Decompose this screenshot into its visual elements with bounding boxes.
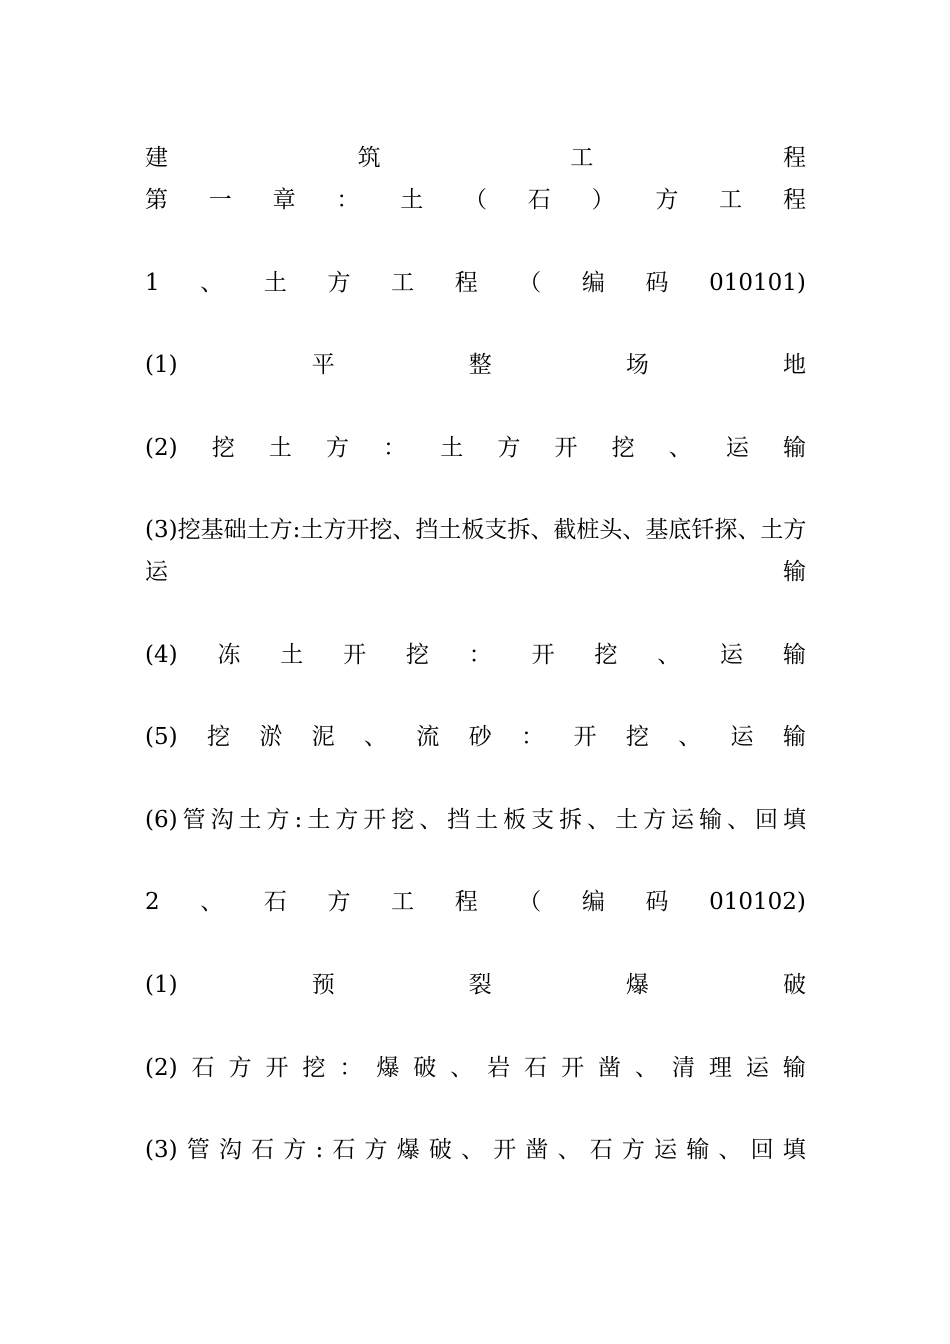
s1-item6-glyph: 挖	[391, 807, 415, 833]
s2-item3-glyph: 爆	[396, 1137, 420, 1163]
s2-item2-glyph: 破	[413, 1055, 437, 1081]
s1-item4-glyph: ：	[468, 642, 492, 668]
s1-item6-glyph: :	[294, 807, 303, 833]
s1-item5-glyph: (5)	[145, 724, 178, 750]
chapter-glyph: 程	[782, 187, 806, 213]
section-1-item-6	[145, 805, 806, 835]
s2-heading-glyph: 010102)	[709, 889, 806, 915]
title-glyph: 工	[570, 145, 594, 171]
s1-item6-glyph: 、	[419, 807, 443, 833]
s1-item5-glyph: 、	[678, 724, 702, 750]
document-title	[145, 143, 806, 173]
section-2-item-2	[145, 1053, 806, 1083]
s2-item3-glyph: (3)	[145, 1137, 178, 1163]
s1-item1-glyph: 整	[468, 352, 492, 378]
s1-item3-glyph: 输	[783, 559, 806, 585]
chapter-glyph: 章	[272, 187, 296, 213]
s1-item4-glyph: 开	[343, 642, 367, 668]
section-1-item-1	[145, 350, 806, 380]
s2-item3-glyph: 输	[686, 1137, 710, 1163]
s2-item3-glyph: 沟	[218, 1137, 242, 1163]
s2-item3-glyph: 运	[654, 1137, 678, 1163]
s1-item6-glyph: 方	[335, 807, 359, 833]
s2-heading-glyph: 程	[454, 889, 478, 915]
s1-item6-glyph: 拆	[559, 807, 583, 833]
s1-item6-glyph: 方	[643, 807, 667, 833]
s2-item2-glyph: 石	[524, 1055, 548, 1081]
s2-item1-glyph: 预	[311, 972, 335, 998]
s1-item1-glyph: (1)	[145, 352, 178, 378]
s1-item6-glyph: 土	[475, 807, 499, 833]
s1-item5-glyph: ：	[521, 724, 545, 750]
s2-item2-glyph: (2)	[145, 1055, 178, 1081]
s2-item2-glyph: 清	[671, 1055, 695, 1081]
s1-item6-glyph: 填	[782, 807, 806, 833]
chapter-glyph: ）	[591, 187, 615, 213]
s1-heading-glyph: 编	[581, 270, 605, 296]
chapter-glyph: 土	[400, 187, 424, 213]
s1-item4-glyph: 运	[720, 642, 744, 668]
s2-heading-glyph: 石	[263, 889, 287, 915]
s1-item1-glyph: 平	[311, 352, 335, 378]
s2-item1-glyph: (1)	[145, 972, 178, 998]
s1-item4-glyph: 输	[782, 642, 806, 668]
s2-item3-glyph: 管	[186, 1137, 210, 1163]
s2-item1-glyph: 爆	[625, 972, 649, 998]
s2-item2-glyph: 开	[561, 1055, 585, 1081]
s1-heading-glyph: （	[518, 270, 542, 296]
chapter-glyph: 石	[527, 187, 551, 213]
s1-item6-glyph: 输	[699, 807, 723, 833]
s1-item2-glyph: 方	[325, 435, 349, 461]
s2-item3-glyph: 破	[428, 1137, 452, 1163]
chapter-glyph: （	[463, 187, 487, 213]
chapter-glyph: 一	[208, 187, 232, 213]
s1-item5-glyph: 开	[573, 724, 597, 750]
s1-item4-glyph: (4)	[145, 642, 178, 668]
s1-item6-glyph: 支	[531, 807, 555, 833]
chapter-glyph: ：	[336, 187, 360, 213]
s1-item6-glyph: 方	[266, 807, 290, 833]
s1-item4-glyph: 挖	[594, 642, 618, 668]
s1-item6-glyph: 运	[671, 807, 695, 833]
s1-item6-glyph: 沟	[210, 807, 234, 833]
s1-item6-glyph: 、	[587, 807, 611, 833]
section-2-heading	[145, 887, 806, 917]
title-glyph: 建	[145, 145, 168, 171]
s2-heading-glyph: （	[518, 889, 542, 915]
s1-item4-glyph: 冻	[217, 642, 241, 668]
s1-item6-glyph: 土	[307, 807, 331, 833]
s1-heading-glyph: 程	[454, 270, 478, 296]
s2-item3-glyph: 填	[782, 1137, 806, 1163]
section-2-item-3	[145, 1135, 806, 1165]
s2-item3-glyph: 开	[493, 1137, 517, 1163]
s1-heading-glyph: 方	[327, 270, 351, 296]
s2-item2-glyph: 、	[450, 1055, 474, 1081]
s1-item2-glyph: ：	[383, 435, 407, 461]
s2-item3-glyph: 方	[364, 1137, 388, 1163]
s1-item6-glyph: 、	[727, 807, 751, 833]
chapter-glyph: 第	[145, 187, 168, 213]
s1-item3-glyph: 运	[145, 559, 168, 585]
s1-item4-glyph: 开	[531, 642, 555, 668]
chapter-glyph: 工	[719, 187, 743, 213]
s1-item1-glyph: 场	[625, 352, 649, 378]
s2-item1-glyph: 裂	[468, 972, 492, 998]
s2-item2-glyph: 开	[265, 1055, 289, 1081]
s1-item6-glyph: 土	[238, 807, 262, 833]
section-1-item-3-line-1: (3)挖基础土方:土方开挖、挡土板支拆、截桩头、基底钎探、土方	[145, 517, 807, 543]
s2-item3-glyph: 石	[332, 1137, 356, 1163]
s1-heading-glyph: 1	[145, 270, 160, 296]
s2-item2-glyph: 凿	[598, 1055, 622, 1081]
s1-item2-glyph: 土	[440, 435, 464, 461]
chapter-glyph: 方	[655, 187, 679, 213]
s1-item6-glyph: 回	[755, 807, 778, 833]
s2-heading-glyph: 2	[145, 889, 160, 915]
s2-item2-glyph: 挖	[302, 1055, 326, 1081]
title-glyph: 筑	[357, 145, 381, 171]
s2-item3-glyph: 方	[283, 1137, 307, 1163]
s1-item5-glyph: 淤	[259, 724, 283, 750]
s1-item6-glyph: 板	[503, 807, 527, 833]
s2-item2-glyph: 、	[634, 1055, 658, 1081]
s1-item5-glyph: 挖	[206, 724, 230, 750]
s1-item2-glyph: 开	[554, 435, 578, 461]
s1-item5-glyph: 运	[730, 724, 754, 750]
s1-item6-glyph: 土	[615, 807, 639, 833]
s2-item3-glyph: 方	[621, 1137, 645, 1163]
s1-item2-glyph: 、	[668, 435, 692, 461]
title-glyph: 程	[782, 145, 806, 171]
s2-item3-glyph: 凿	[525, 1137, 549, 1163]
s2-heading-glyph: 、	[200, 889, 224, 915]
s1-heading-glyph: 工	[391, 270, 415, 296]
chapter-heading	[145, 185, 806, 215]
s2-item2-glyph: 运	[745, 1055, 769, 1081]
s1-item5-glyph: 泥	[311, 724, 335, 750]
s2-item2-glyph: 岩	[487, 1055, 511, 1081]
s1-item6-glyph: 管	[182, 807, 206, 833]
s1-item6-glyph: 开	[363, 807, 387, 833]
s2-item3-glyph: 回	[750, 1137, 774, 1163]
s1-item4-glyph: 土	[280, 642, 304, 668]
s2-heading-glyph: 方	[327, 889, 351, 915]
s1-item2-glyph: 运	[725, 435, 749, 461]
s2-item3-glyph: 石	[589, 1137, 613, 1163]
s1-item5-glyph: 输	[782, 724, 806, 750]
section-1-item-3-line-2	[145, 557, 806, 587]
section-2-item-1	[145, 970, 806, 1000]
s2-item2-glyph: 爆	[376, 1055, 400, 1081]
s2-item2-glyph: 石	[191, 1055, 215, 1081]
s1-item2-glyph: 挖	[611, 435, 635, 461]
section-1-item-4	[145, 640, 806, 670]
s1-item6-glyph: (6)	[145, 807, 178, 833]
s2-item2-glyph: ：	[339, 1055, 363, 1081]
s1-item2-glyph: 土	[268, 435, 292, 461]
s1-item2-glyph: (2)	[145, 435, 178, 461]
s2-heading-glyph: 工	[391, 889, 415, 915]
s1-item1-glyph: 地	[782, 352, 806, 378]
s2-item3-glyph: 石	[251, 1137, 275, 1163]
s1-item5-glyph: 流	[416, 724, 440, 750]
s2-item3-glyph: :	[315, 1137, 324, 1163]
s1-item2-glyph: 输	[782, 435, 806, 461]
s1-heading-glyph: 码	[645, 270, 669, 296]
s1-item6-glyph: 挡	[447, 807, 471, 833]
s2-item1-glyph: 破	[782, 972, 806, 998]
s1-item2-glyph: 挖	[211, 435, 235, 461]
s2-item2-glyph: 输	[782, 1055, 806, 1081]
s1-item4-glyph: 、	[657, 642, 681, 668]
s2-heading-glyph: 编	[581, 889, 605, 915]
s2-item3-glyph: 、	[557, 1137, 581, 1163]
s1-item2-glyph: 方	[497, 435, 521, 461]
s2-heading-glyph: 码	[645, 889, 669, 915]
s1-item5-glyph: 砂	[468, 724, 492, 750]
s2-item3-glyph: 、	[461, 1137, 485, 1163]
s1-heading-glyph: 010101)	[709, 270, 806, 296]
s1-item5-glyph: 、	[364, 724, 388, 750]
s1-heading-glyph: 土	[263, 270, 287, 296]
s1-item4-glyph: 挖	[405, 642, 429, 668]
s2-item3-glyph: 、	[718, 1137, 742, 1163]
s1-heading-glyph: 、	[200, 270, 224, 296]
s2-item2-glyph: 方	[228, 1055, 252, 1081]
section-1-heading	[145, 268, 806, 298]
section-1-item-5	[145, 722, 806, 752]
section-1-item-2	[145, 433, 806, 463]
s2-item2-glyph: 理	[708, 1055, 732, 1081]
s1-item5-glyph: 挖	[625, 724, 649, 750]
